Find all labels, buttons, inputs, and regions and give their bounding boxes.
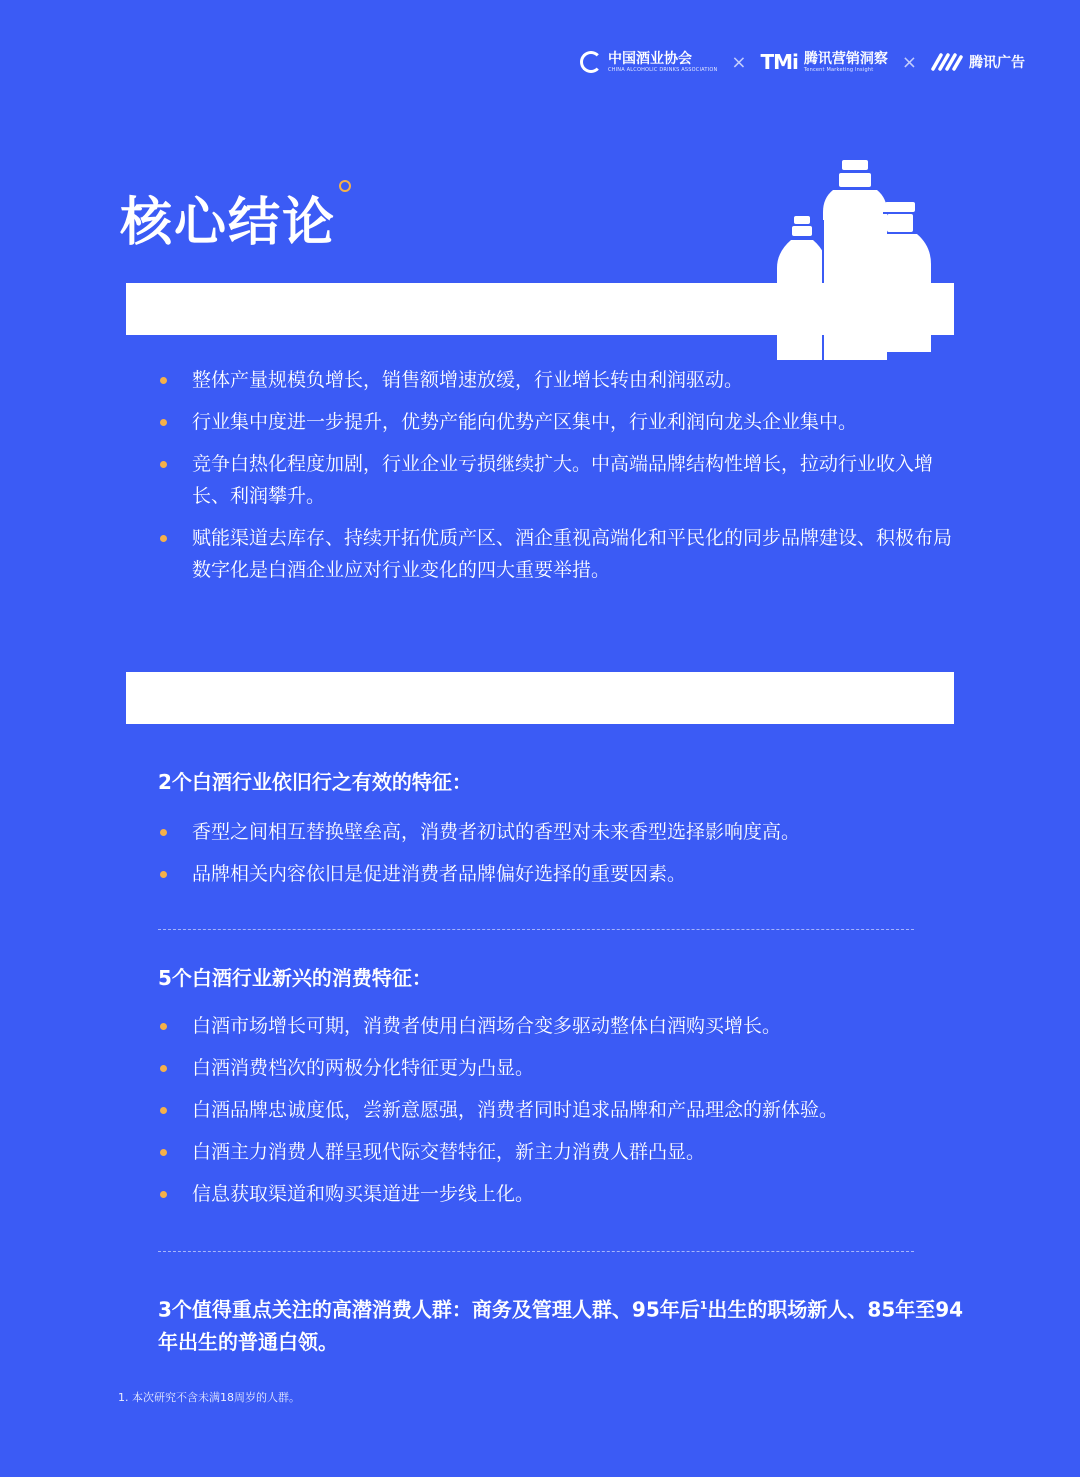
tmi-logo-mark: TMi bbox=[760, 50, 798, 74]
cada-logo bbox=[580, 51, 717, 73]
dashed-divider bbox=[158, 929, 914, 930]
page-title: 核心结论 bbox=[120, 193, 337, 253]
tencent-ads-mark-icon bbox=[931, 53, 963, 71]
emerging-features-list bbox=[160, 1010, 960, 1220]
cada-logo-name: 中国酒业协会 bbox=[607, 50, 692, 67]
list-item: 赋能渠道去库存、持续开拓优质产区、酒企重视高端化和平民化的同步品牌建设、积极布局数字化是白酒企业应对行业变化的四大重要举措。 bbox=[160, 522, 960, 586]
subsection-title-effective: 2个白酒行业依旧行之有效的特征： bbox=[158, 770, 472, 794]
effective-features-list bbox=[160, 816, 960, 900]
conclusion-list bbox=[160, 364, 960, 596]
subsection-title-emerging: 5个白酒行业新兴的消费特征： bbox=[158, 966, 432, 990]
footnote: 1. 本次研究不含未满18周岁的人群。 bbox=[118, 1391, 300, 1404]
list-item: 品牌相关内容依旧是促进消费者品牌偏好选择的重要因素。 bbox=[160, 858, 960, 890]
list-item: 行业集中度进一步提升，优势产能向优势产区集中，行业利润向龙头企业集中。 bbox=[160, 406, 960, 438]
cada-logo-sub: CHINA ALCOHOLIC DRINKS ASSOCIATION bbox=[607, 66, 718, 73]
list-item: 白酒消费档次的两极分化特征更为凸显。 bbox=[160, 1052, 960, 1084]
list-item: 竞争白热化程度加剧，行业企业亏损继续扩大。中高端品牌结构性增长，拉动行业收入增长、利润攀升。 bbox=[160, 448, 960, 512]
highlight-part1: 3个值得重点关注的高潜消费人群：商务及管理人群、95年后 bbox=[158, 1297, 700, 1322]
dashed-divider bbox=[158, 1251, 914, 1252]
section-header-band-1 bbox=[126, 283, 954, 335]
tmi-logo-name: 腾讯营销洞察 bbox=[803, 50, 888, 67]
cada-emblem-icon bbox=[580, 51, 602, 73]
tencent-ads-logo bbox=[931, 52, 1025, 72]
separator-x: × bbox=[901, 51, 917, 73]
footnote-ref: 1 bbox=[699, 1299, 708, 1312]
partner-logos bbox=[580, 50, 1025, 74]
list-item: 整体产量规模负增长，销售额增速放缓，行业增长转由利润驱动。 bbox=[160, 364, 960, 396]
title-circle-icon bbox=[339, 180, 351, 192]
tencent-ads-name: 腾讯广告 bbox=[969, 55, 1025, 71]
section-header-band-2 bbox=[126, 672, 954, 724]
list-item: 信息获取渠道和购买渠道进一步线上化。 bbox=[160, 1178, 960, 1210]
list-item: 香型之间相互替换壁垒高，消费者初试的香型对未来香型选择影响度高。 bbox=[160, 816, 960, 848]
list-item: 白酒品牌忠诚度低，尝新意愿强，消费者同时追求品牌和产品理念的新体验。 bbox=[160, 1094, 960, 1126]
separator-x: × bbox=[731, 51, 747, 73]
tmi-logo-sub: Tencent Marketing Insight bbox=[803, 66, 874, 73]
highlight-part2: 出生的职场新人、85年至94年出生的普通白领。 bbox=[158, 1297, 964, 1354]
list-item: 白酒主力消费人群呈现代际交替特征，新主力消费人群凸显。 bbox=[160, 1136, 960, 1168]
list-item: 白酒市场增长可期，消费者使用白酒场合变多驱动整体白酒购买增长。 bbox=[160, 1010, 960, 1042]
high-potential-groups-text bbox=[158, 1290, 968, 1358]
tmi-logo bbox=[761, 50, 888, 74]
